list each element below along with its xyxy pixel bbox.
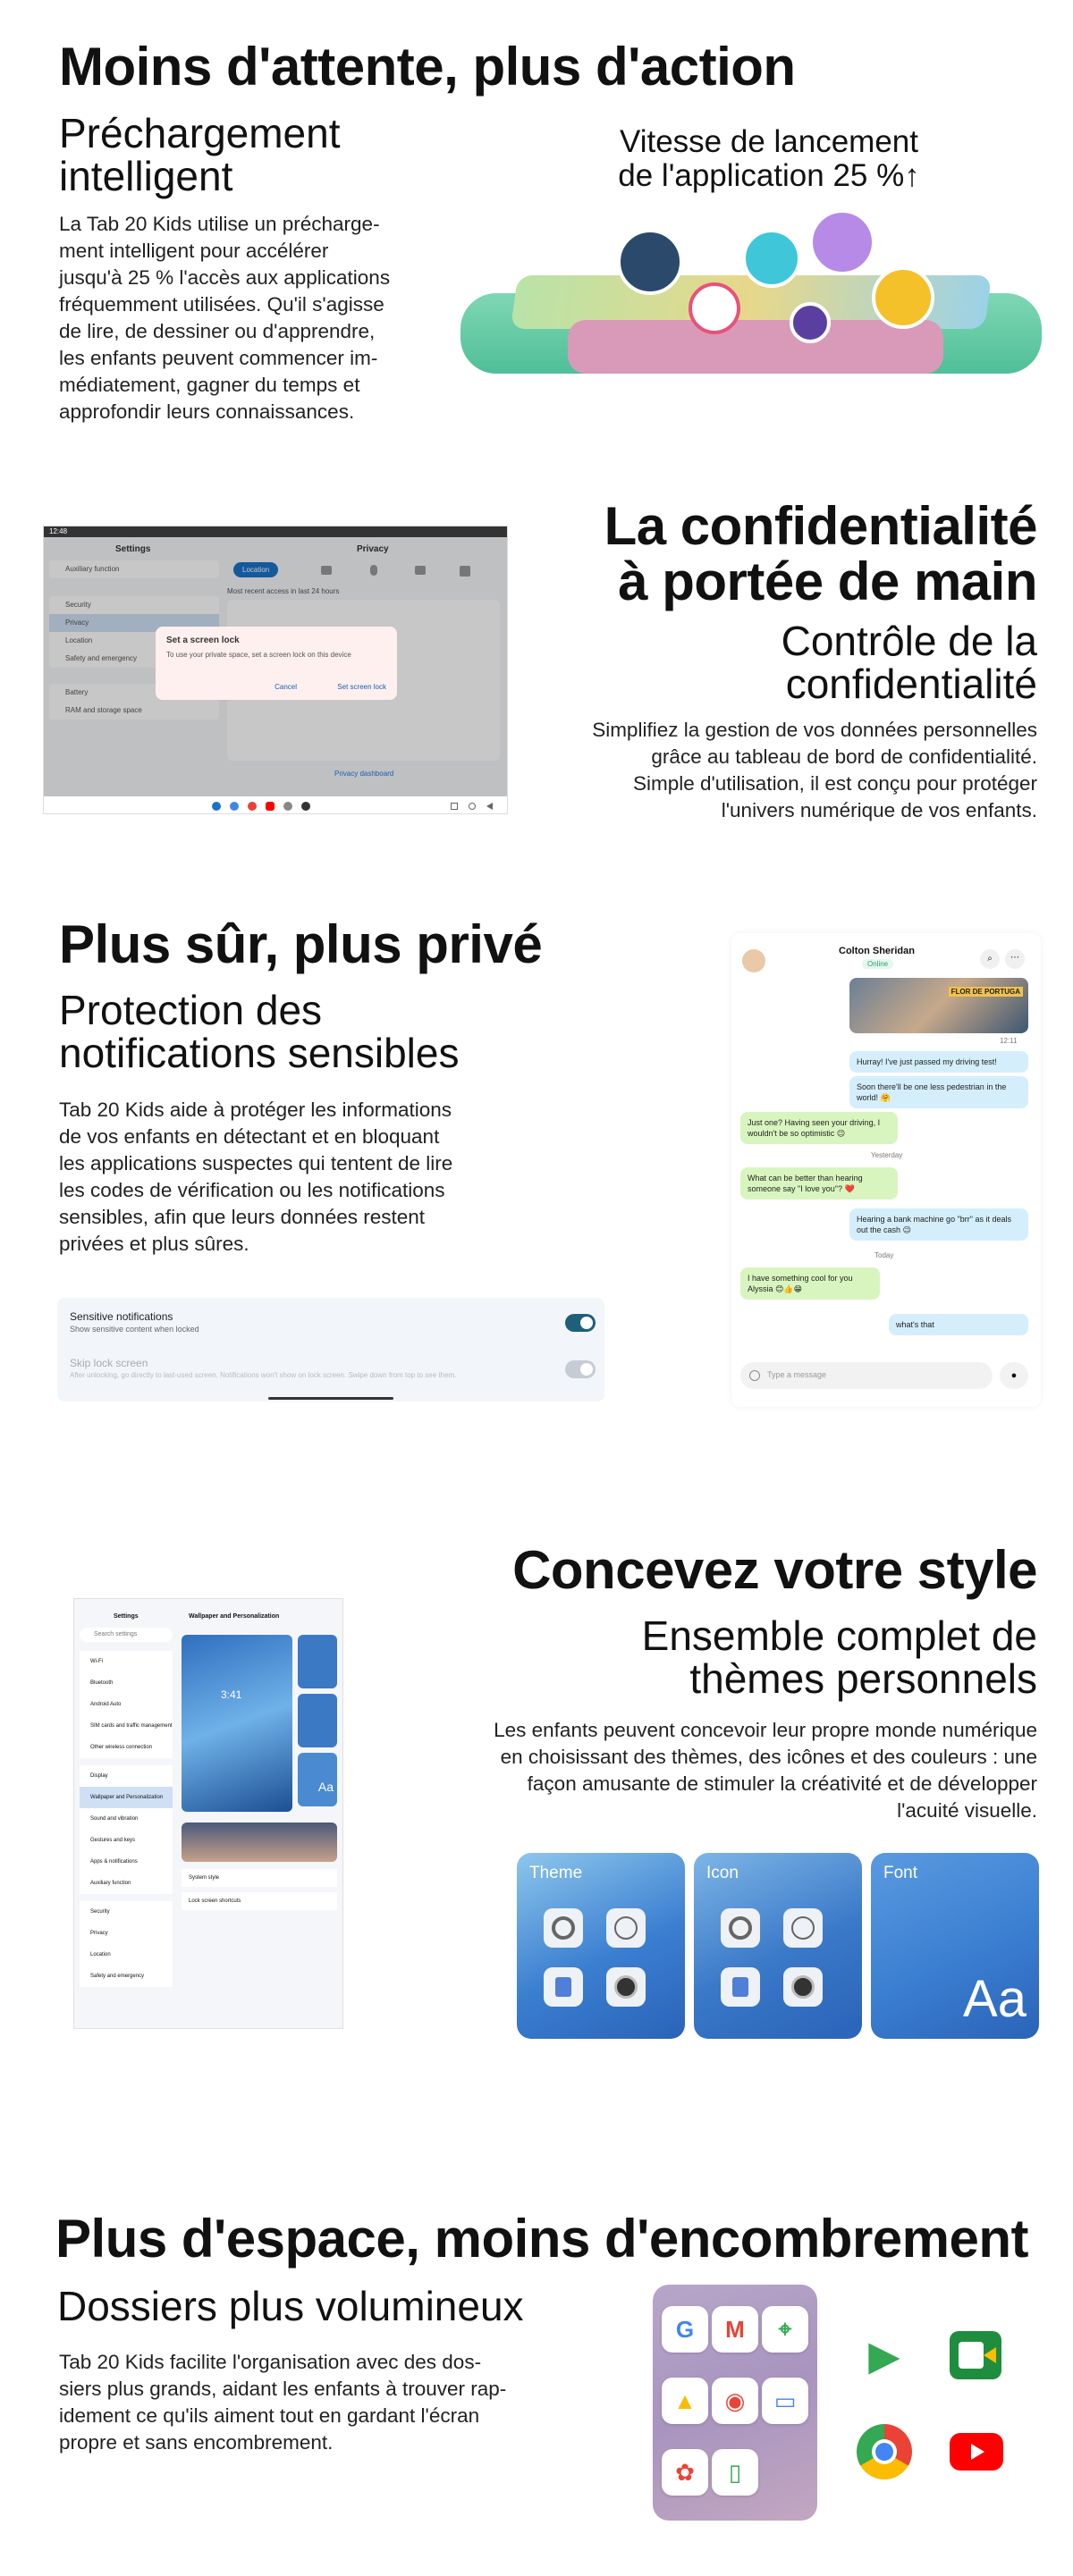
youtube-app-icon[interactable] [266, 802, 275, 811]
lock-time: 3:41 [221, 1688, 242, 1701]
contact-status: Online [862, 959, 893, 969]
body-line: Simple d'utilisation, il est conçu pour protéger [632, 772, 1037, 795]
settings-app-icon[interactable] [301, 802, 310, 811]
clock-icon [783, 1908, 823, 1948]
play-store-icon[interactable]: ▶ [868, 2332, 900, 2378]
section1-subtitle-1: Préchargement [59, 110, 341, 156]
privacy-tablet-screenshot [43, 526, 508, 814]
body-line: Simplifiez la gestion de vos données personnelles [592, 719, 1037, 741]
maps-icon[interactable]: ⌖ [762, 2306, 808, 2353]
icon-card[interactable] [694, 1853, 862, 2039]
speed-line: Vitesse de lancement [619, 124, 918, 159]
emoji-icon[interactable] [749, 1370, 760, 1381]
speed-line: de l'application 25 %↑ [618, 158, 920, 193]
taskbar [44, 796, 508, 814]
phone-app-icon[interactable] [212, 802, 221, 811]
menu-item-storage[interactable]: RAM and storage space [49, 702, 219, 720]
recent-access-text: Most recent access in last 24 hours [227, 587, 340, 595]
theme-card[interactable] [517, 1853, 685, 2039]
settings-icon [721, 1908, 760, 1948]
menu-item-battery[interactable]: Battery [49, 684, 219, 702]
font-card[interactable] [871, 1853, 1039, 2039]
menu-item-security[interactable]: Security [80, 1901, 173, 1923]
section1-body [59, 211, 435, 425]
science-app-icon [742, 229, 801, 288]
large-folder[interactable] [653, 2285, 817, 2521]
shared-photo[interactable] [849, 978, 1028, 1033]
menu-item-safety[interactable]: Safety and emergency [49, 650, 219, 668]
google-icon[interactable]: G [662, 2306, 708, 2353]
settings-title: Settings [115, 544, 151, 554]
gmail-icon[interactable]: M [712, 2306, 758, 2353]
body-line: façon amusante de stimuler la créativité et de développer [527, 1772, 1037, 1795]
panda-app-icon [872, 266, 934, 329]
lock-shortcuts-item[interactable]: Lock screen shortcuts [182, 1892, 337, 1910]
menu-item-gestures[interactable]: Gestures and keys [80, 1830, 173, 1851]
messages-app-icon[interactable] [230, 802, 239, 811]
body-line: les codes de vérification ou les notifications [59, 1179, 445, 1201]
wallet-icon[interactable]: ▯ [712, 2449, 758, 2496]
body-line: les enfants peuvent commencer im- [59, 347, 378, 369]
message-text: what's that [896, 1320, 934, 1329]
wallpaper-thumb[interactable] [182, 1823, 337, 1862]
lock-screen-preview[interactable] [182, 1635, 292, 1812]
body-line: propre et sans encombrement. [59, 2431, 334, 2454]
section3-subtitle-2: notifications sensibles [59, 1030, 460, 1076]
message-text: I have something cool for you Alyssia 😊👍😁 [748, 1274, 853, 1293]
menu-item-android-auto[interactable]: Android Auto [80, 1694, 173, 1715]
menu-item-auxiliary[interactable]: Auxiliary function [80, 1873, 173, 1894]
search-icon[interactable]: ⌕ [980, 949, 1000, 969]
system-style-item[interactable]: System style [182, 1869, 337, 1887]
message-text: Hurray! I've just passed my driving test! [857, 1057, 997, 1066]
day-separator: Today [874, 1251, 894, 1259]
menu-item-privacy[interactable]: Privacy [49, 614, 219, 632]
menu-item-wifi[interactable]: Wi-Fi [80, 1651, 173, 1672]
menu-item-sim[interactable]: SIM cards and traffic management [80, 1715, 173, 1737]
dialog-confirm-button[interactable]: Set screen lock [337, 683, 386, 691]
chat-screenshot [731, 933, 1041, 1407]
body-line: ment intelligent pour accélérer [59, 240, 329, 262]
camera-icon [606, 1967, 646, 2007]
skip-lock-screen-toggle[interactable] [565, 1360, 596, 1378]
section2-subtitle-1: Contrôle de la [781, 618, 1037, 664]
dialog-body: To use your private space, set a screen lock on this device [166, 651, 351, 659]
menu-item-safety[interactable]: Safety and emergency [80, 1966, 173, 1987]
skip-lock-screen-title: Skip lock screen [70, 1357, 148, 1369]
message-text: Just one? Having seen your driving, I wouldn't be so optimistic 😉 [748, 1118, 881, 1138]
home-nav-icon[interactable] [469, 803, 476, 810]
settings-menu [80, 1651, 173, 1987]
contact-name: Colton Sheridan [839, 946, 915, 956]
body-line: jusqu'à 25 % l'accès aux applications [59, 266, 391, 289]
body-line: approfondir leurs connaissances. [59, 400, 355, 423]
photos-icon[interactable]: ✿ [662, 2449, 708, 2496]
body-line: de lire, de dessiner ou d'apprendre, [59, 320, 376, 342]
sensitive-notifications-toggle[interactable] [565, 1314, 596, 1332]
recents-nav-icon[interactable] [451, 803, 458, 810]
section2-title-1: La confidentialité [604, 496, 1037, 556]
body-line: les applications suspectes qui tentent de lire [59, 1152, 453, 1174]
body-line: privées et plus sûres. [59, 1233, 249, 1255]
youtube-icon[interactable] [950, 2433, 1003, 2471]
message-bubble[interactable] [849, 1051, 1028, 1073]
menu-item-location[interactable]: Location [80, 1944, 173, 1966]
section5-body [59, 2349, 560, 2456]
message-bubble[interactable] [740, 1267, 880, 1300]
photo-caption: FLOR DE PORTUGA [949, 987, 1023, 997]
icon-thumb[interactable] [298, 1694, 337, 1747]
message-text: Hearing a bank machine go "brr" as it deals out the cash 😉 [857, 1215, 1011, 1234]
skip-lock-screen-sub: After unlocking, go directly to last-used screen. Notifications won't show on lock screen. Swipe down from top to see them. [70, 1371, 457, 1379]
theme-thumb[interactable] [298, 1635, 337, 1688]
day-separator: Yesterday [871, 1151, 903, 1159]
location-chip[interactable]: Location [233, 562, 278, 577]
chrome-app-icon[interactable] [248, 802, 257, 811]
screen-lock-dialog [156, 627, 397, 700]
menu-item-sound[interactable]: Sound and vibration [80, 1808, 173, 1830]
section4-subtitle-1: Ensemble complet de [641, 1612, 1037, 1659]
body-line: Tab 20 Kids facilite l'organisation avec des dos- [59, 2351, 482, 2373]
dialog-cancel-button[interactable]: Cancel [275, 683, 297, 691]
drawing-app-icon [809, 209, 875, 275]
dialog-title: Set a screen lock [166, 636, 240, 645]
input-placeholder: Type a message [767, 1370, 827, 1379]
menu-item-wallpaper[interactable]: Wallpaper and Personalization [80, 1787, 173, 1808]
menu-item-location[interactable]: Location [49, 632, 219, 650]
message-bubble[interactable] [740, 1167, 898, 1200]
section2-subtitle-2: confidentialité [785, 661, 1037, 707]
menu-item-bluetooth[interactable]: Bluetooth [80, 1672, 173, 1694]
youtube-music-icon[interactable]: ◉ [712, 2378, 758, 2424]
body-line: sensibles, afin que leurs données restent [59, 1206, 426, 1228]
photo-time: 12:11 [1000, 1037, 1018, 1045]
menu-item-wireless[interactable]: Other wireless connection [80, 1737, 173, 1758]
themes-tablet-screenshot [73, 1598, 343, 2029]
launch-speed-label [572, 125, 966, 193]
settings-title: Settings [114, 1613, 139, 1620]
message-bubble[interactable] [889, 1314, 1028, 1335]
section4-subtitle-2: thèmes personnels [689, 1655, 1037, 1702]
menu-item-display[interactable]: Display [80, 1765, 173, 1787]
section5-subtitle: Dossiers plus volumineux [57, 2283, 524, 2329]
body-line: médiatement, gagner du temps et [59, 374, 360, 396]
section4-title: Concevez votre style [512, 1540, 1037, 1600]
theme-card-label: Theme [529, 1864, 583, 1882]
section3-title: Plus sûr, plus privé [59, 914, 543, 974]
notification-settings-panel [57, 1298, 604, 1402]
status-bar [44, 526, 508, 537]
body-line: Tab 20 Kids aide à protéger les informations [59, 1099, 452, 1121]
body-line: de vos enfants en détectant et en bloquant [59, 1125, 440, 1148]
camera-app-icon[interactable] [283, 802, 292, 811]
font-thumb[interactable]: Aa [298, 1753, 337, 1806]
icon-card-label: Icon [706, 1864, 739, 1882]
google-meet-icon[interactable] [950, 2331, 1001, 2379]
section1-title: Moins d'attente, plus d'action [59, 37, 796, 97]
body-line: l'acuité visuelle. [897, 1799, 1037, 1822]
settings-icon [544, 1908, 583, 1948]
body-line: en choisissant des thèmes, des icônes et des couleurs : une [500, 1746, 1037, 1768]
section2-title-2: à portée de main [618, 551, 1037, 611]
wallpaper-title: Wallpaper and Personalization [189, 1613, 280, 1620]
message-bubble[interactable] [849, 1076, 1028, 1108]
message-bubble[interactable] [849, 1208, 1028, 1241]
sensitive-notifications-sub: Show sensitive content when locked [70, 1325, 199, 1334]
section4-body [429, 1717, 1037, 1824]
camera-icon [783, 1967, 823, 2007]
back-nav-icon[interactable] [486, 803, 493, 810]
section2-body [536, 717, 1037, 824]
body-line: siers plus grands, aidant les enfants à trouver rap- [59, 2378, 507, 2400]
privacy-title: Privacy [357, 544, 389, 554]
sensitive-notifications-title: Sensitive notifications [70, 1310, 173, 1323]
music-app-icon [617, 229, 683, 295]
menu-item-auxiliary[interactable]: Auxiliary function [49, 560, 219, 578]
font-card-label: Font [883, 1864, 918, 1882]
menu-item-privacy[interactable]: Privacy [80, 1923, 173, 1944]
body-line: l'univers numérique de vos enfants. [721, 799, 1037, 821]
section5-title: Plus d'espace, moins d'encombrement [55, 2209, 1029, 2269]
message-bubble[interactable] [740, 1112, 898, 1144]
drive-icon[interactable]: ▲ [662, 2378, 708, 2424]
more-options-icon[interactable]: ⋯ [1005, 949, 1025, 969]
section3-body [59, 1097, 524, 1258]
calculator-icon [544, 1967, 583, 2007]
kids-tablet-illustration [460, 213, 1042, 374]
menu-item-security[interactable]: Security [49, 596, 219, 614]
body-line: Les enfants peuvent concevoir leur propre monde numérique [494, 1719, 1037, 1741]
gesture-bar [268, 1397, 393, 1400]
body-line: idement ce qu'ils aiment tout en gardant l'écran [59, 2404, 480, 2427]
calculator-icon [721, 1967, 760, 2007]
section1-subtitle-2: intelligent [59, 153, 233, 199]
body-line: La Tab 20 Kids utilise un précharge- [59, 213, 380, 235]
message-text: Soon there'll be one less pedestrian in the world! 🤗 [857, 1082, 1007, 1102]
puzzle-app-icon [790, 302, 831, 343]
chrome-icon[interactable] [857, 2424, 912, 2479]
status-time: 12:48 [49, 527, 68, 535]
message-input[interactable] [740, 1362, 993, 1389]
google-tv-icon[interactable]: ▭ [762, 2378, 808, 2424]
search-input[interactable]: Search settings [80, 1628, 173, 1642]
tablet-case [568, 320, 943, 374]
menu-item-apps[interactable]: Apps & notifications [80, 1851, 173, 1873]
privacy-dashboard-link[interactable]: Privacy dashboard [334, 770, 394, 778]
message-text: What can be better than hearing someone say "I love you"? ❤️ [748, 1174, 863, 1193]
microphone-icon[interactable]: ● [1000, 1362, 1028, 1389]
game-app-icon [689, 282, 740, 334]
font-sample: Aa [963, 1970, 1027, 2028]
section3-subtitle-1: Protection des [59, 987, 323, 1033]
body-line: fréquemment utilisées. Qu'il s'agisse [59, 293, 384, 316]
clock-icon [606, 1908, 646, 1948]
body-line: grâce au tableau de bord de confidentialité. [651, 745, 1037, 768]
avatar[interactable] [742, 949, 765, 972]
